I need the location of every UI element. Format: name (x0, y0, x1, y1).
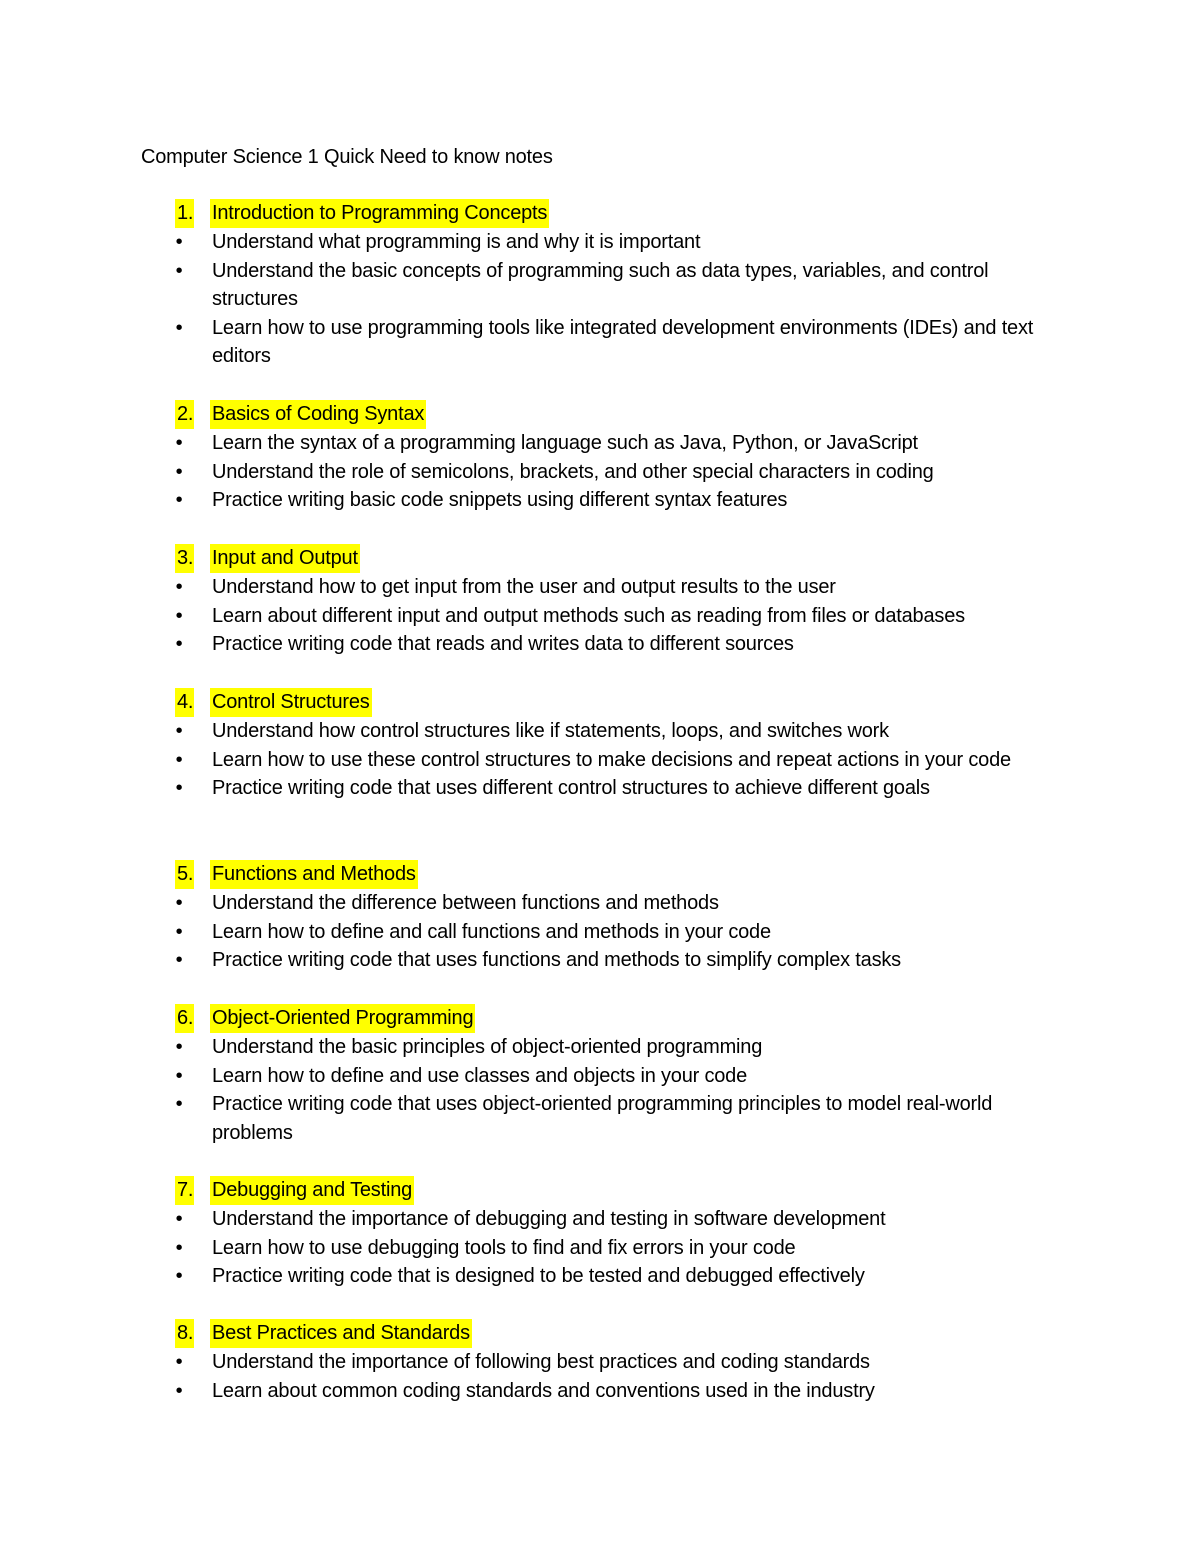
bullet-item (0, 746, 1200, 775)
bullet-text: Understand how to get input from the user and output results to the user (212, 576, 836, 598)
bullet-icon: • (175, 460, 183, 483)
bullet-text: Understand what programming is and why it is important (212, 231, 701, 253)
section-heading (0, 1319, 1200, 1348)
bullet-item (0, 946, 1200, 975)
bullet-text: Understand the importance of debugging and testing in software development (212, 1208, 886, 1230)
section-number: 6. (175, 1004, 194, 1033)
bullet-item (0, 1377, 1200, 1406)
bullet-text: Understand how control structures like if statements, loops, and switches work (212, 720, 889, 742)
bullet-text: Practice writing code that uses different control structures to achieve different goals (212, 777, 930, 800)
bullet-icon: • (175, 1379, 183, 1402)
bullet-item (0, 314, 1200, 371)
bullet-item (0, 429, 1200, 458)
section-heading (0, 1004, 1200, 1033)
section-title: Basics of Coding Syntax (210, 400, 426, 429)
section-title: Functions and Methods (210, 860, 418, 889)
section-7 (0, 1176, 1200, 1291)
section-heading (0, 860, 1200, 889)
bullet-icon: • (175, 231, 183, 253)
bullet-item (0, 458, 1200, 487)
bullet-text: Practice writing code that uses functions and methods to simplify complex tasks (212, 949, 901, 972)
bullet-item (0, 486, 1200, 515)
section-1 (0, 199, 1200, 371)
section-4 (0, 688, 1200, 803)
bullet-text: Practice writing code that reads and writes data to different sources (212, 633, 794, 656)
section-heading (0, 544, 1200, 573)
bullet-text: Learn the syntax of a programming language such as Java, Python, or JavaScript (212, 432, 918, 454)
section-title: Input and Output (210, 544, 360, 573)
section-8 (0, 1319, 1200, 1405)
bullet-icon: • (175, 1265, 183, 1288)
section-number: 1. (175, 199, 194, 228)
bullet-item (0, 889, 1200, 918)
bullet-text: Understand the difference between functions and methods (212, 892, 719, 914)
bullet-icon: • (175, 748, 183, 771)
bullet-item (0, 1262, 1200, 1291)
section-number: 3. (175, 544, 194, 573)
bullet-icon: • (175, 432, 183, 454)
bullet-icon: • (175, 777, 183, 800)
section-number: 5. (175, 860, 194, 889)
bullet-item (0, 918, 1200, 947)
section-heading (0, 1176, 1200, 1205)
section-number: 4. (175, 688, 194, 717)
section-3 (0, 544, 1200, 659)
section-title: Object-Oriented Programming (210, 1004, 475, 1033)
section-number: 7. (175, 1176, 194, 1205)
bullet-text: Understand the importance of following best practices and coding standards (212, 1351, 870, 1373)
bullet-text: Learn how to define and call functions and methods in your code (212, 920, 771, 943)
section-title: Debugging and Testing (210, 1176, 414, 1205)
bullet-item (0, 573, 1200, 602)
bullet-text: Learn how to use these control structures to make decisions and repeat actions in your code (212, 748, 1011, 771)
section-heading (0, 400, 1200, 429)
bullet-icon: • (175, 920, 183, 943)
bullet-item (0, 1234, 1200, 1263)
bullet-icon: • (175, 604, 183, 627)
bullet-text: Learn how to use debugging tools to find and fix errors in your code (212, 1236, 796, 1259)
section-heading (0, 199, 1200, 228)
bullet-icon: • (175, 1036, 183, 1058)
bullet-text: Learn about common coding standards and conventions used in the industry (212, 1379, 875, 1402)
bullet-item (0, 1205, 1200, 1234)
bullet-text: Learn how to define and use classes and objects in your code (212, 1064, 748, 1087)
bullet-icon: • (175, 576, 183, 598)
section-2 (0, 400, 1200, 515)
bullet-icon: • (175, 489, 183, 512)
bullet-icon: • (175, 1208, 183, 1230)
section-6 (0, 1004, 1200, 1147)
bullet-item (0, 257, 1200, 314)
section-number: 2. (175, 400, 194, 429)
section-heading (0, 688, 1200, 717)
bullet-text: Understand the basic principles of object-oriented programming (212, 1036, 763, 1058)
bullet-text: Learn about different input and output methods such as reading from files or databases (212, 604, 965, 627)
bullet-icon: • (175, 316, 183, 339)
bullet-icon: • (175, 1236, 183, 1259)
bullet-item (0, 717, 1200, 746)
bullet-item (0, 630, 1200, 659)
bullet-text: Practice writing basic code snippets using different syntax features (212, 489, 788, 512)
section-5 (0, 860, 1200, 975)
bullet-icon: • (175, 720, 183, 742)
document-title: Computer Science 1 Quick Need to know notes (141, 146, 553, 168)
bullet-text: Practice writing code that is designed to be tested and debugged effectively (212, 1265, 865, 1288)
section-title: Best Practices and Standards (210, 1319, 472, 1348)
bullet-text: Understand the basic concepts of programming such as data types, variables, and control structures (212, 259, 989, 311)
bullet-item (0, 602, 1200, 631)
bullet-icon: • (175, 1064, 183, 1087)
bullet-icon: • (175, 633, 183, 656)
bullet-item (0, 774, 1200, 803)
bullet-item (0, 1062, 1200, 1091)
bullet-icon: • (175, 259, 183, 282)
bullet-icon: • (175, 949, 183, 972)
section-title: Introduction to Programming Concepts (210, 199, 549, 228)
bullet-icon: • (175, 892, 183, 914)
bullet-text: Learn how to use programming tools like integrated development environments (IDEs) and text editors (212, 316, 1034, 368)
bullet-text: Understand the role of semicolons, brackets, and other special characters in coding (212, 460, 934, 483)
bullet-item (0, 1348, 1200, 1377)
bullet-item (0, 228, 1200, 257)
section-title: Control Structures (210, 688, 372, 717)
bullet-icon: • (175, 1093, 183, 1116)
bullet-icon: • (175, 1351, 183, 1373)
section-number: 8. (175, 1319, 194, 1348)
bullet-item (0, 1090, 1200, 1147)
bullet-item (0, 1033, 1200, 1062)
bullet-text: Practice writing code that uses object-oriented programming principles to model real-world problems (212, 1093, 993, 1144)
